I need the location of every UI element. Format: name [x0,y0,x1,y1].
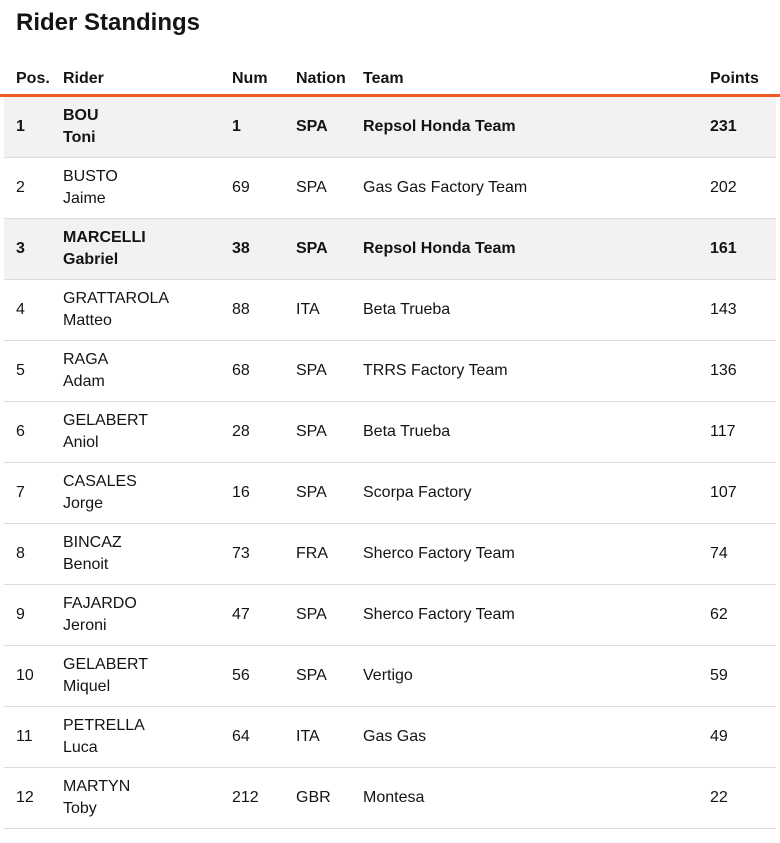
team-cell: Sherco Factory Team [363,606,515,623]
rider-firstname: Adam [63,373,105,390]
table-header [0,37,780,97]
num-cell: 38 [232,240,250,257]
position-cell: 5 [16,362,25,379]
points-cell: 143 [710,301,737,318]
standings-table-body [4,97,776,829]
team-cell: Sherco Factory Team [363,545,515,562]
rider-firstname: Jeroni [63,617,107,634]
column-header-num: Num [232,70,268,87]
rider-surname: CASALES [63,473,137,490]
rider-cell [51,776,220,820]
table-row [4,463,776,524]
nation-cell: SPA [296,179,327,196]
points-cell: 74 [710,545,728,562]
table-row [4,219,776,280]
rider-cell [51,227,220,271]
column-header-nation: Nation [296,70,346,87]
team-cell: Gas Gas [363,728,427,745]
table-header-row [4,37,776,94]
position-cell: 4 [16,301,25,318]
team-cell: TRRS Factory Team [363,362,508,379]
num-cell: 28 [232,423,250,440]
nation-cell: GBR [296,789,331,806]
rider-cell [51,654,220,698]
position-cell: 10 [16,667,34,684]
rider-cell [51,349,220,393]
num-cell: 68 [232,362,250,379]
num-cell: 1 [232,118,241,135]
column-header-team: Team [363,70,404,87]
rider-cell [51,105,220,149]
nation-cell: SPA [296,362,327,379]
rider-firstname: Miquel [63,678,111,695]
table-row [4,585,776,646]
position-cell: 2 [16,179,25,196]
table-row [4,402,776,463]
table-row [4,280,776,341]
team-cell: Montesa [363,789,425,806]
rider-surname: GELABERT [63,412,149,429]
nation-cell: ITA [296,728,320,745]
team-cell: Vertigo [363,667,413,684]
points-cell: 231 [710,118,737,135]
team-cell: Repsol Honda Team [363,240,516,257]
nation-cell: ITA [296,301,320,318]
table-row [4,707,776,768]
position-cell: 1 [16,118,25,135]
rider-surname: RAGA [63,351,109,368]
column-header-rider: Rider [63,70,104,87]
rider-cell [51,410,220,454]
team-cell: Beta Trueba [363,423,451,440]
rider-surname: BUSTO [63,168,118,185]
rider-firstname: Jaime [63,190,106,207]
num-cell: 47 [232,606,250,623]
table-row [4,97,776,158]
rider-surname: BINCAZ [63,534,122,551]
rider-firstname: Benoit [63,556,109,573]
page-title: Rider Standings [16,9,201,36]
nation-cell: FRA [296,545,328,562]
num-cell: 73 [232,545,250,562]
points-cell: 49 [710,728,728,745]
position-cell: 8 [16,545,25,562]
column-header-points: Points [710,70,759,87]
table-row [4,524,776,585]
nation-cell: SPA [296,118,328,135]
rider-surname: MARTYN [63,778,131,795]
num-cell: 69 [232,179,250,196]
rider-cell [51,166,220,210]
rider-surname: GRATTAROLA [63,290,170,307]
points-cell: 107 [710,484,737,501]
rider-surname: PETRELLA [63,717,145,734]
rider-firstname: Aniol [63,434,99,451]
standings-page [0,9,780,843]
num-cell: 88 [232,301,250,318]
rider-firstname: Toni [63,129,96,146]
points-cell: 22 [710,789,728,806]
table-row [4,341,776,402]
rider-cell [51,471,220,515]
rider-cell [51,593,220,637]
nation-cell: SPA [296,606,327,623]
num-cell: 56 [232,667,250,684]
position-cell: 6 [16,423,25,440]
rider-surname: GELABERT [63,656,149,673]
rider-firstname: Jorge [63,495,104,512]
num-cell: 212 [232,789,259,806]
table-row [4,158,776,219]
rider-surname: BOU [63,107,99,124]
num-cell: 16 [232,484,250,501]
position-cell: 12 [16,789,34,806]
team-cell: Repsol Honda Team [363,118,516,135]
nation-cell: SPA [296,240,328,257]
column-header-pos: Pos. [16,70,50,87]
table-row [4,646,776,707]
position-cell: 3 [16,240,25,257]
rider-firstname: Luca [63,739,98,756]
rider-surname: MARCELLI [63,229,146,246]
points-cell: 117 [710,423,736,440]
rider-cell [51,288,220,332]
rider-firstname: Toby [63,800,97,817]
team-cell: Beta Trueba [363,301,451,318]
num-cell: 64 [232,728,250,745]
points-cell: 59 [710,667,728,684]
position-cell: 7 [16,484,25,501]
points-cell: 136 [710,362,737,379]
nation-cell: SPA [296,667,327,684]
points-cell: 62 [710,606,728,623]
nation-cell: SPA [296,423,327,440]
position-cell: 11 [16,728,33,745]
points-cell: 161 [710,240,737,257]
rider-surname: FAJARDO [63,595,137,612]
nation-cell: SPA [296,484,327,501]
rider-firstname: Matteo [63,312,112,329]
table-row [4,768,776,829]
rider-cell [51,532,220,576]
rider-cell [51,715,220,759]
team-cell: Scorpa Factory [363,484,472,501]
rider-firstname: Gabriel [63,251,119,268]
position-cell: 9 [16,606,25,623]
team-cell: Gas Gas Factory Team [363,179,528,196]
points-cell: 202 [710,179,737,196]
